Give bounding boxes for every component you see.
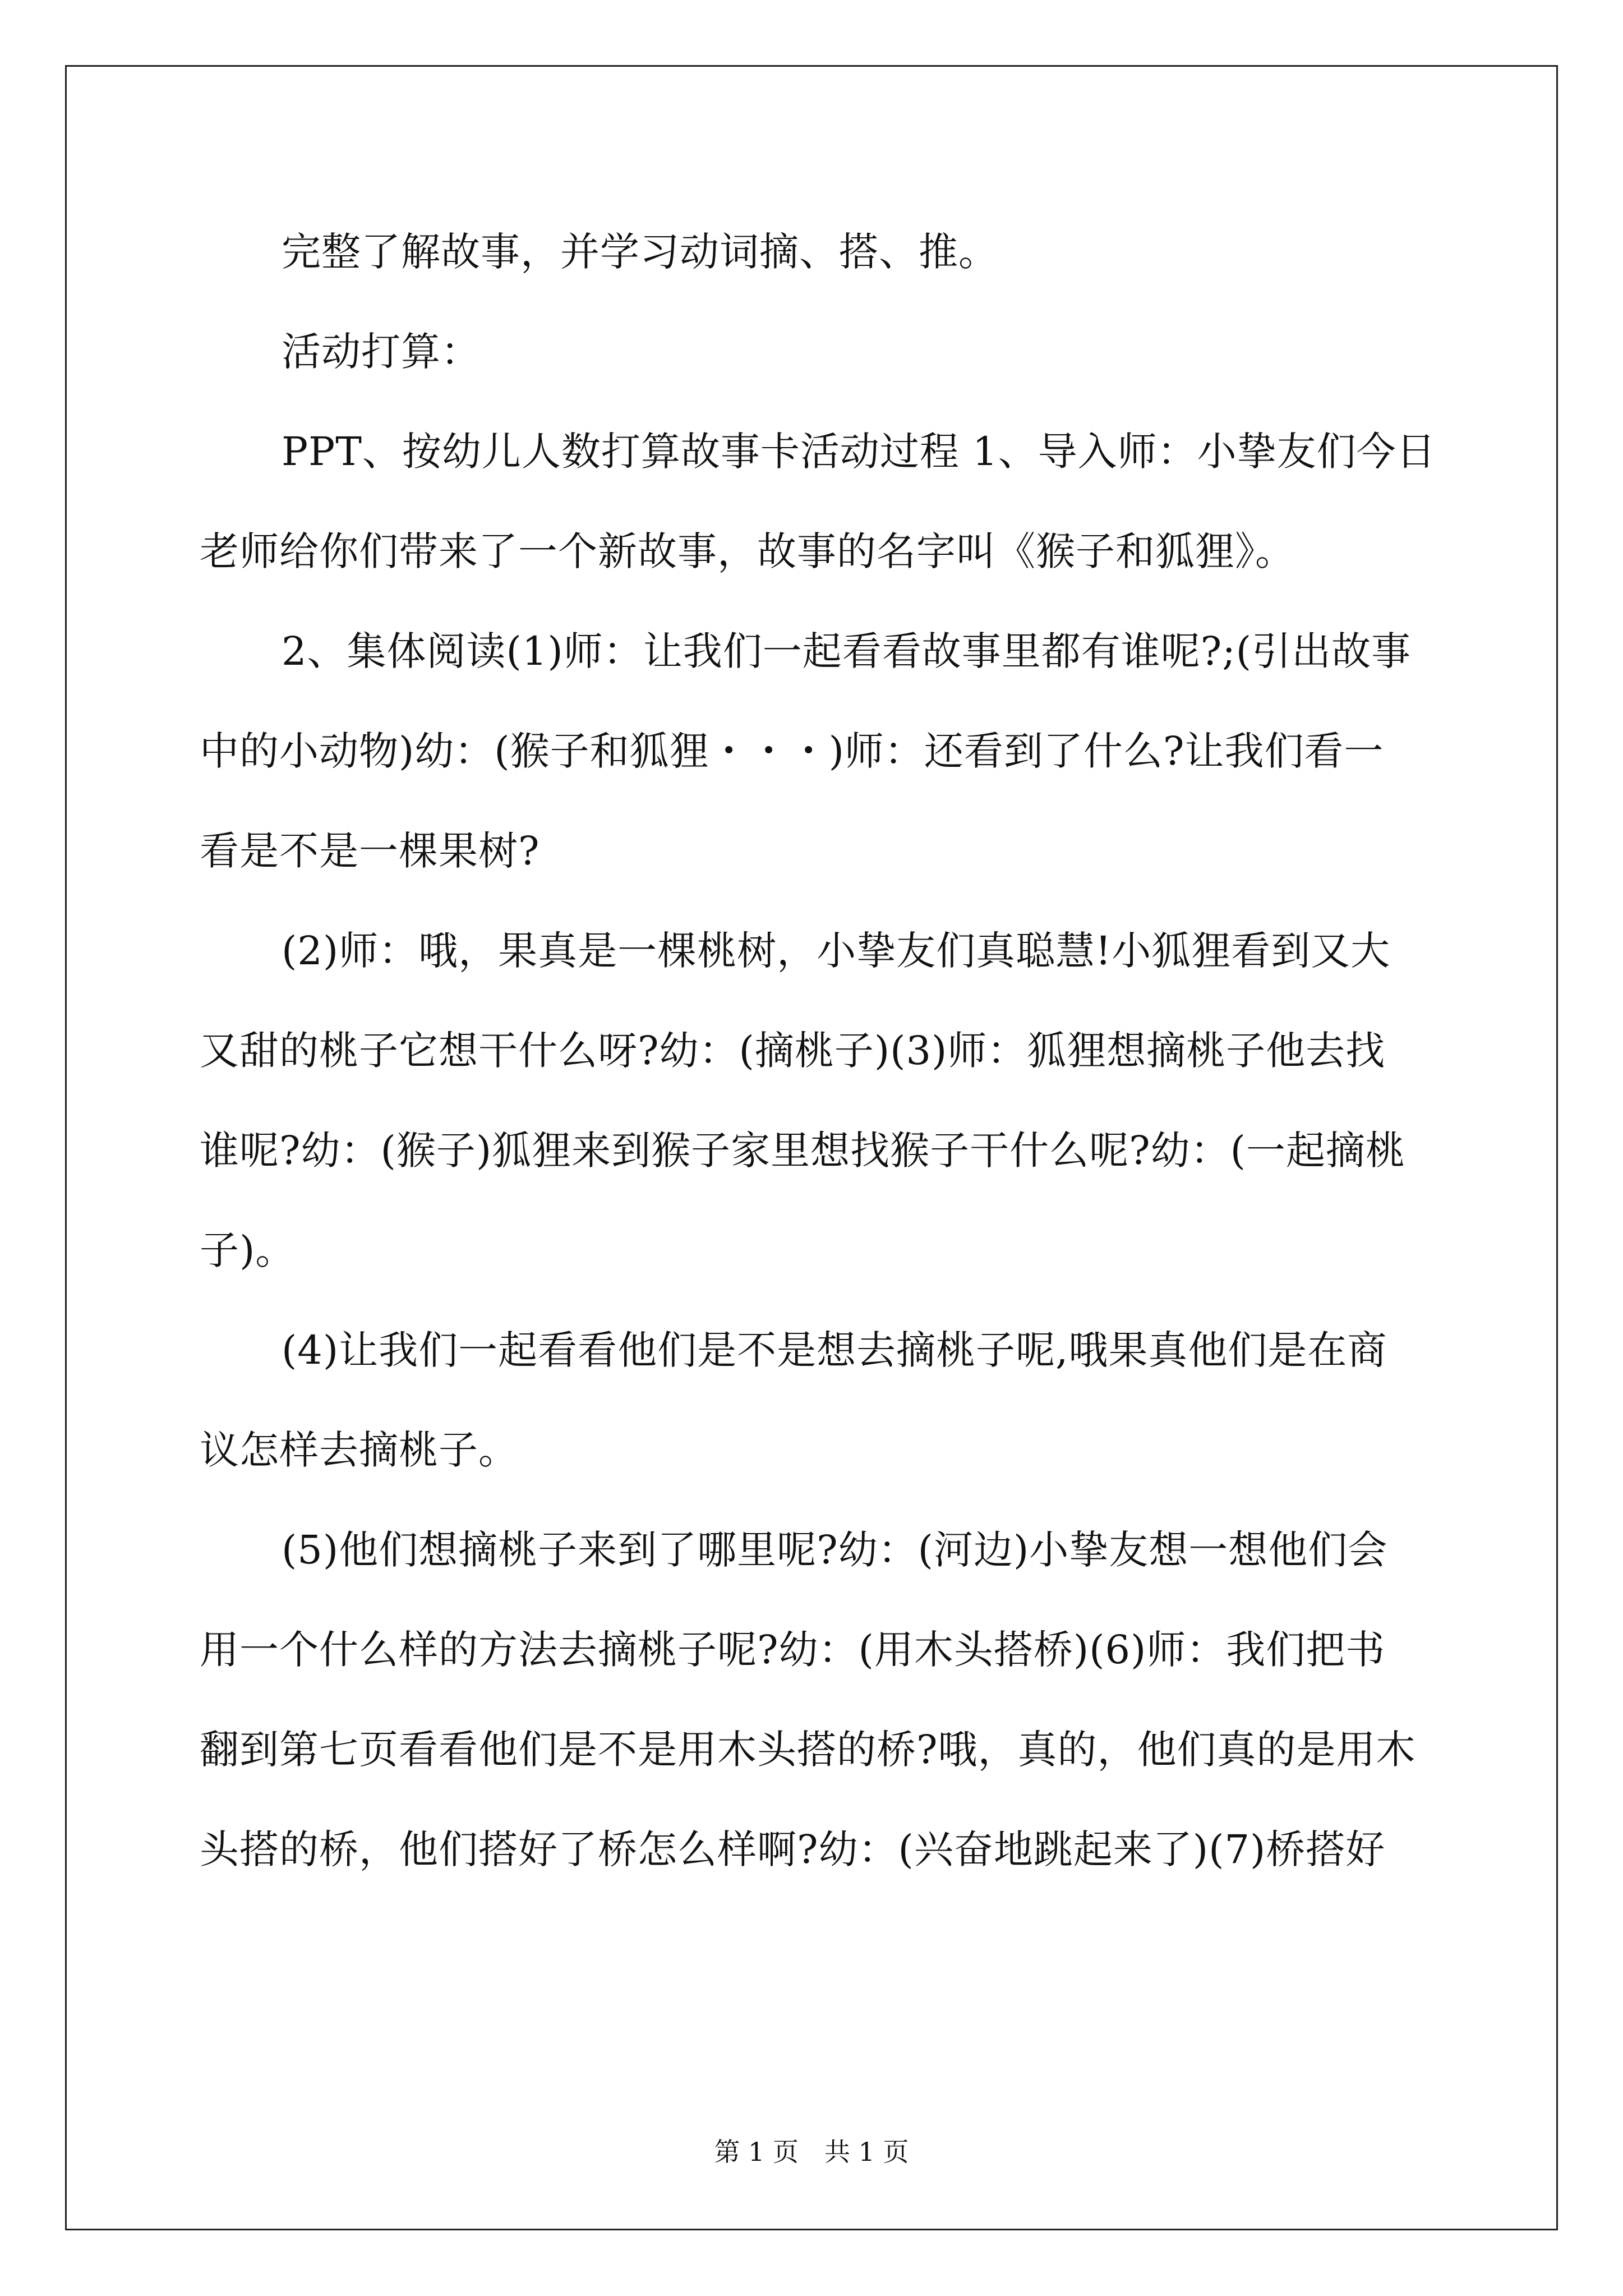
document-body	[200, 202, 1436, 1899]
page-footer	[0, 2132, 1623, 2169]
text-line: 2、集体阅读(1)师：让我们一起看看故事里都有谁呢?;(引出故事	[282, 628, 1412, 674]
text-line: 子)。	[200, 1227, 296, 1273]
text-line: 用一个什么样的方法去摘桃子呢?幼：(用木头搭桥)(6)师：我们把书	[200, 1627, 1386, 1673]
text-line: 中的小动物)幼：(猴子和狐狸・・・)师：还看到了什么?让我们看一	[200, 728, 1384, 774]
page-total: 共 1 页	[824, 2137, 909, 2167]
text-line: 活动打算：	[282, 329, 481, 375]
text-line: 老师给你们带来了一个新故事，故事的名字叫《猴子和狐狸》。	[200, 528, 1295, 574]
text-line: 翻到第七页看看他们是不是用木头搭的桥?哦，真的，他们真的是用木	[200, 1727, 1416, 1773]
text-line: 头搭的桥，他们搭好了桥怎么样啊?幼：(兴奋地跳起来了)(7)桥搭好	[200, 1826, 1386, 1872]
page-number: 第 1 页	[714, 2137, 799, 2167]
paragraph-7	[200, 1500, 1433, 1899]
paragraph-2	[200, 302, 1433, 402]
text-line: (2)师：哦，果真是一棵桃树，小挚友们真聪慧!小狐狸看到又大	[282, 928, 1391, 974]
text-line: 完整了解故事，并学习动词摘、搭、推。	[282, 229, 998, 275]
paragraph-3	[200, 402, 1436, 601]
text-line: 又甜的桃子它想干什么呀?幼：(摘桃子)(3)师：狐狸想摘桃子他去找	[200, 1028, 1386, 1074]
text-line: (5)他们想摘桃子来到了哪里呢?幼：(河边)小挚友想一想他们会	[282, 1527, 1388, 1573]
paragraph-6	[200, 1300, 1433, 1500]
paragraph-5	[200, 901, 1433, 1300]
text-line: 议怎样去摘桃子。	[200, 1427, 518, 1473]
text-line: 谁呢?幼：(猴子)狐狸来到猴子家里想找猴子干什么呢?幼：(一起摘桃	[200, 1128, 1405, 1174]
text-line: PPT、按幼儿人数打算故事卡活动过程 1、导入师：小挚友们今日	[282, 429, 1436, 475]
paragraph-4	[200, 601, 1433, 901]
text-line: 看是不是一棵果树?	[200, 828, 540, 874]
text-line: (4)让我们一起看看他们是不是想去摘桃子呢,哦果真他们是在商	[282, 1327, 1387, 1373]
paragraph-1	[200, 202, 1433, 302]
